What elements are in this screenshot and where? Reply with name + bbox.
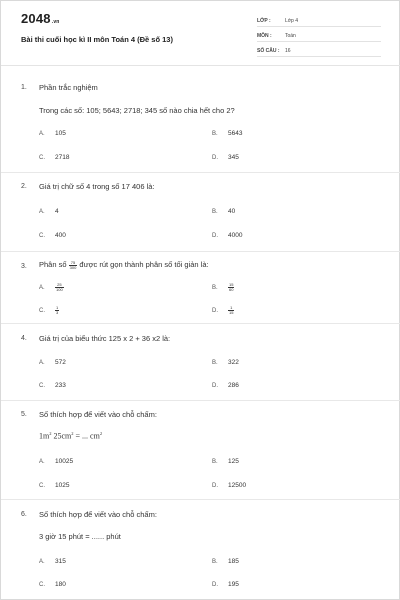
- meta-question-count: SỐ CÂU : 16: [257, 45, 381, 57]
- meta-class: LỚP : Lớp 4: [257, 15, 381, 27]
- option-a[interactable]: A. 572: [39, 359, 66, 366]
- question-text: Giá trị chữ số 4 trong số 17 406 là:: [39, 182, 155, 191]
- option-c[interactable]: C. 2718: [39, 154, 70, 161]
- option-d[interactable]: D. 4000: [212, 232, 243, 239]
- question-text: Phần trắc nghiệm: [39, 83, 98, 92]
- option-c[interactable]: C. 233: [39, 382, 66, 389]
- option-c[interactable]: C. 180: [39, 581, 66, 588]
- option-b[interactable]: B. 40: [212, 208, 236, 215]
- fraction: $\frac{75}{300}$: [69, 259, 77, 270]
- question-number: 5.: [21, 411, 27, 418]
- option-b[interactable]: B. $\frac{15}{60}$: [212, 282, 234, 292]
- option-b[interactable]: B. 185: [212, 558, 239, 565]
- question-stem: $1m^2$ $25cm^2$ = ... $cm^2$: [39, 431, 103, 441]
- question-divider: [1, 400, 400, 401]
- option-d[interactable]: D. 195: [212, 581, 239, 588]
- option-a[interactable]: A. 4: [39, 208, 59, 215]
- option-b[interactable]: B. 322: [212, 359, 239, 366]
- option-d[interactable]: D. 286: [212, 382, 239, 389]
- exam-header: [1, 1, 400, 63]
- option-c[interactable]: C. 400: [39, 232, 66, 239]
- question-number: 1.: [21, 84, 27, 91]
- option-b[interactable]: B. 125: [212, 458, 239, 465]
- option-a[interactable]: A. 315: [39, 558, 66, 565]
- question-number: 6.: [21, 511, 27, 518]
- question-divider: [1, 251, 400, 252]
- site-logo[interactable]: 2048.vn: [21, 11, 60, 26]
- question-divider: [1, 499, 400, 500]
- question-number: 2.: [21, 183, 27, 190]
- question-text: Số thích hợp để viết vào chỗ chấm:: [39, 410, 157, 419]
- header-divider: [1, 65, 400, 66]
- option-a[interactable]: A. 10025: [39, 458, 74, 465]
- option-a[interactable]: A. 105: [39, 130, 66, 137]
- question-number: 4.: [21, 335, 27, 342]
- question-text: Phân số $\frac{75}{300}$ được rút gọn thành phân số tối giản là:: [39, 259, 209, 270]
- option-a[interactable]: A. $\frac{25}{100}$: [39, 282, 63, 292]
- question-divider: [1, 323, 400, 324]
- option-d[interactable]: D. 345: [212, 154, 239, 161]
- question-text: Giá trị của biểu thức 125 x 2 + 36 x2 là:: [39, 334, 171, 343]
- question-number: 3.: [21, 263, 27, 270]
- option-d[interactable]: D. $\frac{1}{15}$: [212, 305, 234, 315]
- question-stem: Trong các số: 105; 5643; 2718; 345 số nào chia hết cho 2?: [39, 106, 235, 115]
- option-d[interactable]: D. 12500: [212, 482, 247, 489]
- option-c[interactable]: C. $\frac{1}{3}$: [39, 305, 59, 315]
- option-b[interactable]: B. 5643: [212, 130, 243, 137]
- question-divider: [1, 172, 400, 173]
- meta-subject: MÔN : Toán: [257, 30, 381, 42]
- question-stem: 3 giờ 15 phút = ...... phút: [39, 532, 121, 541]
- exam-title: Bài thi cuối học kì II môn Toán 4 (Đề số 13): [21, 35, 173, 44]
- option-c[interactable]: C. 1025: [39, 482, 70, 489]
- question-text: Số thích hợp để viết vào chỗ chấm:: [39, 510, 157, 519]
